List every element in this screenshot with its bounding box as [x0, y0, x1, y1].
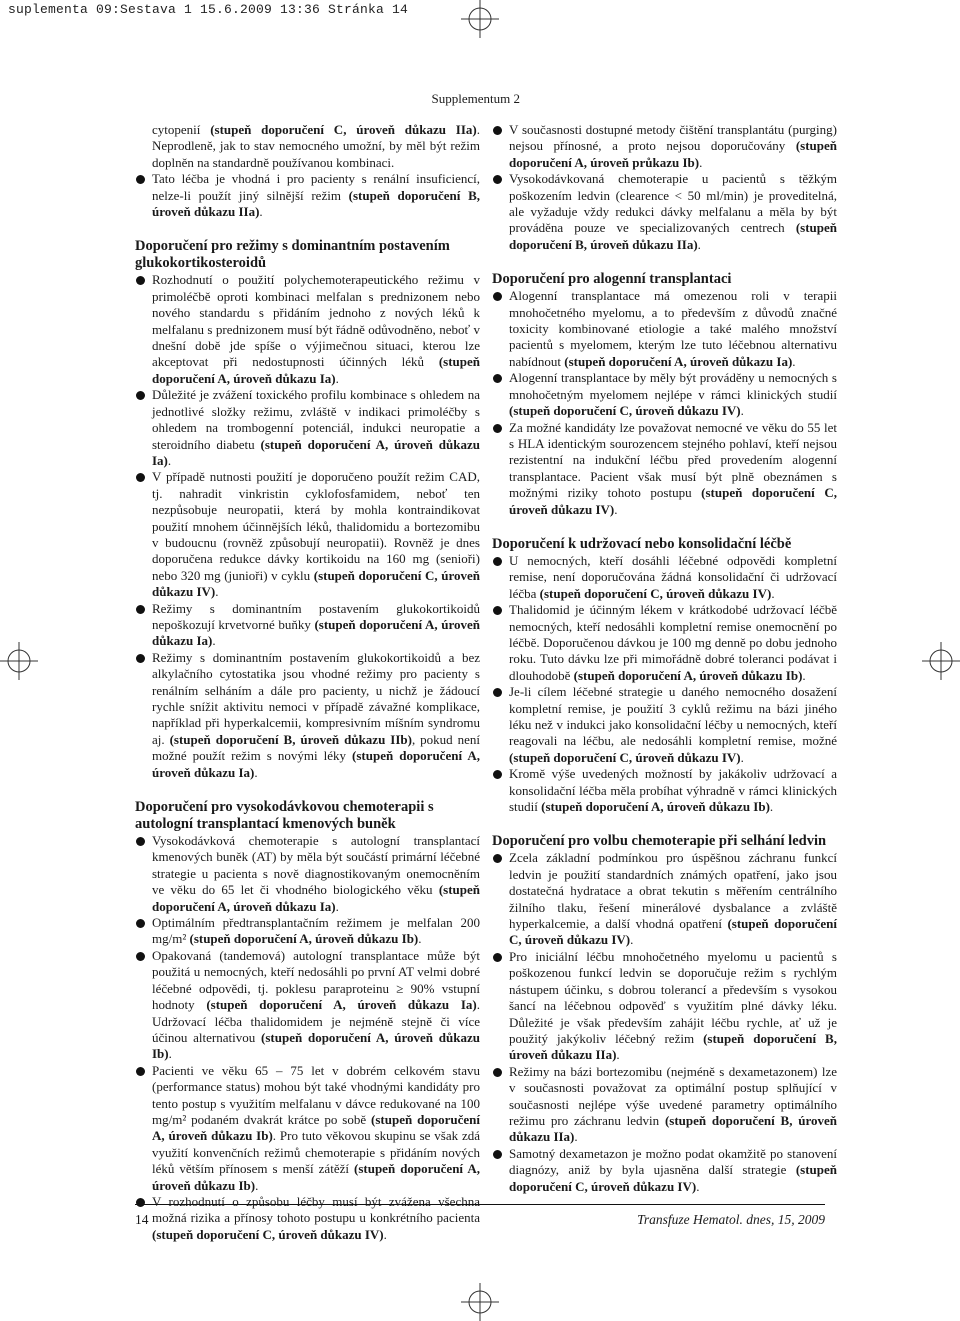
- bullet-dot-icon: [493, 175, 502, 184]
- bullet-dot-icon: [136, 473, 145, 482]
- bullet-text: Tato léčba je vhodná i pro pacienty s renální insuficiencí, nelze-li použít jiný silnější režim (stupeň doporučení B, úroveň důkazu IIa).: [152, 171, 480, 220]
- footer-rule: [135, 1204, 825, 1205]
- section-heading: Doporučení k udržovací nebo konsolidační léčbě: [492, 535, 792, 552]
- bullet-item: [492, 684, 837, 766]
- registration-mark-top: [461, 0, 499, 38]
- bullet-item: [135, 601, 480, 650]
- bullet-item: [135, 387, 480, 469]
- bullet-text: Vysokodávková chemoterapie s autologní transplantací kmenových buněk (AT) by měla být součástí primární léčebné strategie u pacienta s nově diagnostikovaným onemocněním ve věku do 65 let či vhodného biologického věku (stupeň doporučení A, úroveň důkazu Ia).: [152, 833, 480, 914]
- bullet-item: [492, 766, 837, 815]
- bullet-item: [135, 1194, 480, 1243]
- section-gap: [492, 518, 837, 536]
- bullet-dot-icon: [136, 175, 145, 184]
- bullet-item: [492, 171, 837, 253]
- bullet-item: [135, 915, 480, 948]
- bullet-dot-icon: [136, 605, 145, 614]
- bullet-dot-icon: [493, 374, 502, 383]
- bullet-text: Kromě výše uvedených možností by jakákoliv udržovací a konsolidační léčba měla probíhat výhradně v rámci klinických studií (stupeň doporučení A, úroveň důkazu Ib).: [509, 766, 837, 815]
- journal-citation: Transfuze Hematol. dnes, 15, 2009: [637, 1212, 825, 1227]
- bullet-dot-icon: [493, 688, 502, 697]
- bullet-item: [135, 948, 480, 1063]
- bullet-item: [492, 850, 837, 948]
- bullet-dot-icon: [493, 126, 502, 135]
- section-heading: Doporučení pro vysokodávkovou chemoterapii s autologní transplantací kmenových buněk: [135, 799, 434, 833]
- bullet-item: [492, 1064, 837, 1146]
- bullet-item: [492, 602, 837, 684]
- section-gap: [135, 220, 480, 238]
- bullet-dot-icon: [493, 770, 502, 779]
- bullet-text: Rozhodnutí o použití polychemoterapeutického režimu v primoléčbě oproti kombinaci melfalan s prednizonem nebo nového standardu s přidáním jednoho z nových léků k melfalanu s prednizonem musí být řádně odůvodněno, neboť v dnešní době jde spíše o výjimečnou situaci, kterou lze akceptovat při nedostupnosti účinných léků (stupeň doporučení A, úroveň důkazu Ia).: [152, 272, 480, 386]
- bullet-dot-icon: [493, 953, 502, 962]
- bullet-item: [135, 272, 480, 387]
- running-header: Supplementum 2: [431, 91, 520, 106]
- bullet-text: Thalidomid je účinným lékem v krátkodobé udržovací léčbě nemocných, kteří nedosáhli kompletní remise onemocnění po léčbě. Doporučenou dávkou je 100 mg denně po dobu jednoho roku. Tuto dávku lze při mimořádně dobré toleranci podávat i dlouhodobě (stupeň doporučení A, úroveň důkazu Ib).: [509, 602, 837, 683]
- bullet-text: Opakovaná (tandemová) autologní transplantace může být použitá u nemocných, kteří nedosáhli po první AT velmi dobré léčebné odpovědi, tj. poklesu paraproteinu ≥ 90% vstupní hodnoty (stupeň doporučení A, úroveň důkazu Ia). Udržovací léčba thalidomidem je nejméně stejně či více účinou alternativou (stupeň doporučení A, úroveň důkazu Ib).: [152, 947, 480, 1062]
- bullet-text: Je-li cílem léčebné strategie u daného nemocného dosažení kompletní remise, je použití 3 cyklů režimu na bázi jiného léku než v indukci jako konsolidační léčby u nemocných, kteří reagovali na léčbu, ale nedosáhli kompletní remise, možné (stupeň doporučení C, úroveň důkazu IV).: [509, 684, 837, 765]
- bullet-text: U nemocných, kteří dosáhli léčebné odpovědi kompletní remise, není doporučována žádná konsolidační či udržovací léčba (stupeň doporučení C, úroveň důkazu IV).: [509, 552, 837, 601]
- bullet-text: Vysokodávkovaná chemoterapie u pacientů s těžkým poškozením ledvin (clearence < 50 ml/min) je proveditelná, ale vyžaduje vždy redukci dávky melfalanu a měla by být prováděna pouze ve specializovaných centrech (stupeň doporučení B, úroveň důkazu IIa).: [509, 171, 837, 252]
- bullet-item: [492, 553, 837, 602]
- bullet-dot-icon: [136, 391, 145, 400]
- bullet-dot-icon: [493, 292, 502, 301]
- bullet-item: [492, 1146, 837, 1195]
- bullet-text: Alogenní transplantace by měly být prováděny u nemocných s mnohočetným myelomem nejlépe v rámci klinických studií (stupeň doporučení C, úroveň důkazu IV).: [509, 370, 837, 419]
- bullet-text: Za možné kandidáty lze považovat nemocné ve věku do 55 let s HLA identickým sourozencem stejného pohlaví, kteří nejsou rezistentní na indukční léčbu před provedením alogenní transplantace. Pacient však musí být plně obeznámen s možnými riziky tohoto postupu (stupeň doporučení C, úroveň důkazu IV).: [509, 419, 837, 517]
- page-number: 14: [135, 1212, 149, 1227]
- section-gap: [492, 815, 837, 833]
- bullet-dot-icon: [136, 1067, 145, 1076]
- bullet-dot-icon: [136, 952, 145, 961]
- bullet-text: Režimy s dominantním postavením glukokortikoidů nepoškozují krvetvorné buňky (stupeň doporučení A, úroveň důkazu Ia).: [152, 600, 480, 649]
- print-slug: suplementa 09:Sestava 1 15.6.2009 13:36 Stránka 14: [8, 2, 409, 17]
- bullet-item: [492, 122, 837, 171]
- bullet-item: [135, 469, 480, 600]
- bullet-text: Samotný dexametazon je možno podat okamžitě po stanovení diagnózy, aniž by byla ujasněna další strategie (stupeň doporučení C, úroveň důkazu IV).: [509, 1145, 837, 1194]
- bullet-text: V současnosti dostupné metody čištění transplantátu (purging) nejsou přínosné, a proto nejsou doporučovány (stupeň doporučení A, úroveň průkazu Ib).: [509, 122, 837, 170]
- bullet-dot-icon: [136, 837, 145, 846]
- section-gap: [492, 253, 837, 271]
- bullet-item: [135, 833, 480, 915]
- bullet-dot-icon: [493, 854, 502, 863]
- section-heading: Doporučení pro režimy s dominantním postavením glukokortikosteroidů: [135, 238, 450, 272]
- left-column: [135, 122, 480, 1243]
- bullet-dot-icon: [136, 1198, 145, 1207]
- bullet-text: Pacienti ve věku 65 – 75 let v dobrém celkovém stavu (performance status) mohou být také vhodnými kandidáty pro tento postup s využitím melfalanu v dávce redukované na 100 mg/m² podaném dvakrát krátce po sobě (stupeň doporučení A, úroveň důkazu Ib). Pro tuto věkovou skupinu se však zdá využití konvenčních režimů chemoterapie s přidáním nových léků větším přínosem s menší zátěží (stupeň doporučení A, úroveň důkazu Ib).: [152, 1062, 480, 1193]
- bullet-dot-icon: [136, 276, 145, 285]
- bullet-text: V případě nutnosti použití je doporučeno použít režim CAD, tj. nahradit vinkristin cyklofosfamidem, neboť ten nezpůsobuje neuropatii, která by mohla kontraindikovat použití mnohem účinnějších léků, thalidomidu a bortezomibu v budoucnu (rovněž způsobují neuropatii). Rovněž je dnes doporučena redukce dávky kortikoidu na 160 mg (senioři) nebo 320 mg (junioři) v cyklu (stupeň doporučení C, úroveň důkazu IV).: [152, 469, 480, 600]
- bullet-dot-icon: [493, 606, 502, 615]
- bullet-text: Alogenní transplantace má omezenou roli v terapii mnohočetného myelomu, a to především z důvodů značné toxicity kombinované etiologie a také malého množství pacientů s myelomem, kterým lze tuto léčebnou alternativu nabídnout (stupeň doporučení A, úroveň důkazu Ia).: [509, 288, 837, 369]
- continued-paragraph: cytopenií (stupeň doporučení C, úroveň důkazu IIa). Neprodleně, jak to stav nemocného umožní, by měl být režim doplněn na standardně používanou kombinaci.: [152, 122, 480, 170]
- bullet-text: Důležité je zvážení toxického profilu kombinace s ohledem na jednotlivé složky režimu, zvláště v indikaci primoléčby s ohledem na trombogenní potenciál, indukci neuropatie a steroidního diabetu (stupeň doporučení A, úroveň důkazu Ia).: [152, 387, 480, 468]
- bullet-text: Režimy na bázi bortezomibu (nejméně s dexametazonem) lze v současnosti považovat za optimální postup splňující v současnosti nejlépe výše uvedené parametry optimálního režimu pro záchranu ledvin (stupeň doporučení B, úroveň důkazu IIa).: [509, 1063, 837, 1145]
- section-heading: Doporučení pro volbu chemoterapie při selhání ledvin: [492, 833, 827, 850]
- bullet-item: [492, 370, 837, 419]
- registration-mark-bottom: [461, 1283, 499, 1321]
- bullet-item: [492, 420, 837, 518]
- bullet-item: [135, 650, 480, 781]
- bullet-item: [135, 171, 480, 220]
- right-column: [492, 122, 837, 1195]
- bullet-dot-icon: [493, 1068, 502, 1077]
- registration-mark-left: [0, 642, 38, 680]
- bullet-dot-icon: [493, 424, 502, 433]
- bullet-dot-icon: [136, 654, 145, 663]
- section-heading: Doporučení pro alogenní transplantaci: [492, 271, 732, 288]
- bullet-text: Režimy s dominantním postavením glukokortikoidů a bez alkylačního cytostatika jsou vhodné režimy pro pacienty s renálním selháním a dále pro pacienty, u nichž je žádoucí rychle snížit aktivitu nemoci v případě závažné komplikace, například při hyperkalcemii, kompresivním míšním syndromu aj. (stupeň doporučení B, úroveň důkazu IIb), pokud není možné použít režim s novými léky (stupeň doporučení A, úroveň důkazu Ia).: [152, 649, 480, 780]
- bullet-item: [492, 288, 837, 370]
- bullet-text: Zcela základní podmínkou pro úspěšnou záchranu funkcí ledvin je použití standardních známých opatření, jako jsou dostatečná hydratace a obrat tekutin s měřením centrálního žilního tlaku, řešení minerálové dysbalance a zvláště hyperkalcemie, a další vhodná opatření (stupeň doporučení C, úroveň důkazu IV).: [509, 850, 837, 948]
- bullet-dot-icon: [493, 1150, 502, 1159]
- section-gap: [135, 781, 480, 799]
- bullet-dot-icon: [493, 557, 502, 566]
- bullet-item: [492, 949, 837, 1064]
- registration-mark-right: [922, 642, 960, 680]
- bullet-text: Pro iniciální léčbu mnohočetného myelomu u pacientů s poškozenou funkcí ledvin se doporučuje režim s rychlým nástupem účinku, s dobrou tolerancí a především s vysokou šancí na léčebnou odpověď s využitím plné dávky léku. Důležité je však především zahájit léčbu rychle, ať už je použitý jakýkoliv léčebný režim (stupeň doporučení B, úroveň důkazu IIa).: [509, 948, 837, 1063]
- bullet-text: Optimálním předtransplantačním režimem je melfalan 200 mg/m² (stupeň doporučení A, úroveň důkazu Ib).: [152, 915, 480, 947]
- bullet-item: [135, 1063, 480, 1194]
- bullet-dot-icon: [136, 919, 145, 928]
- bullet-text: V rozhodnutí o způsobu léčby musí být zvážena všechna možná rizika a přínosy tohoto postupu u konkrétního pacienta (stupeň doporučení C, úroveň důkazu IV).: [152, 1193, 480, 1242]
